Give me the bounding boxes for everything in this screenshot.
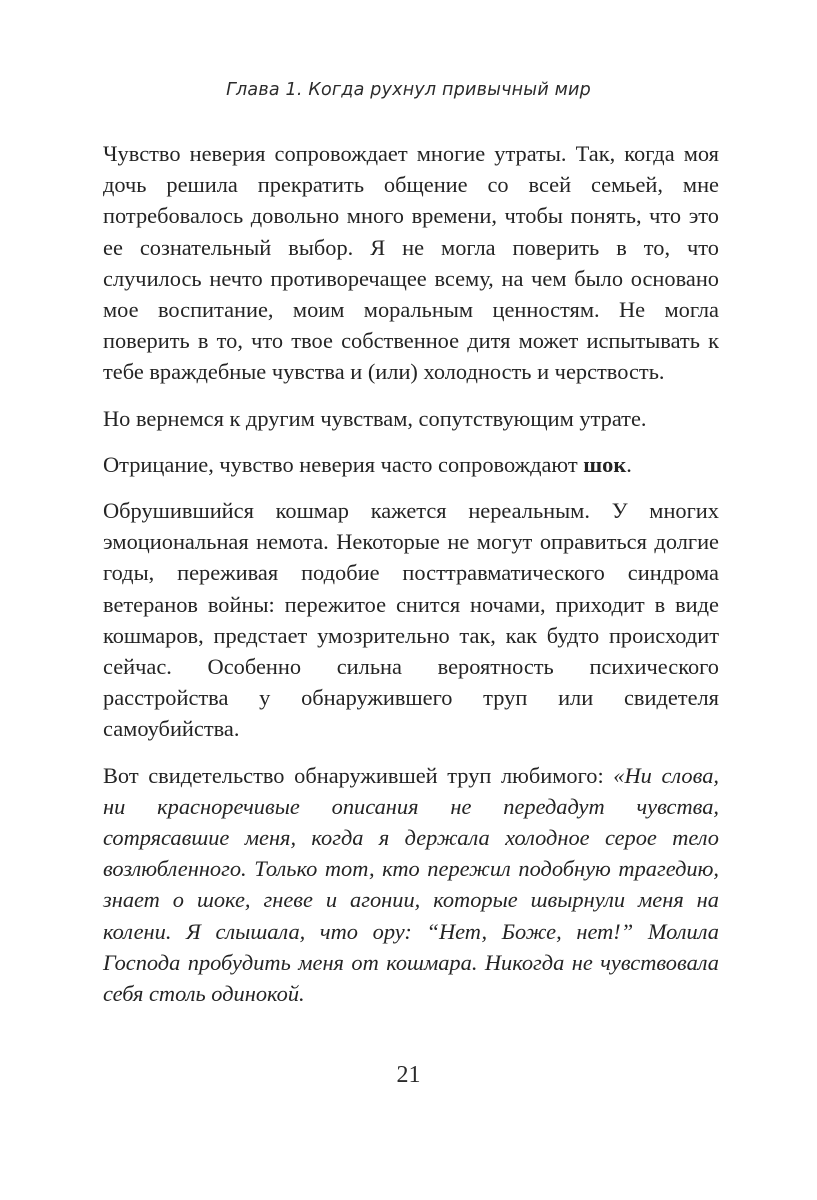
body-text-block <box>103 138 719 1009</box>
emphasis-shock: шок <box>583 451 627 477</box>
paragraph-4: Обрушившийся кошмар кажется нереальным. У многих эмоциональная немота. Некоторые не могут оправиться долгие годы, переживая подобие посттравматического синдрома ветеранов войны: пережитое снится ночами, приходит в виде кошмаров, предстает умозрительно так, как будто происходит сейчас. Особенно сильна вероятность психического расстройства у обнаружившего труп или свидетеля самоубийства. <box>103 498 719 742</box>
paragraph-3-trail-text: . <box>626 451 632 477</box>
running-head: Глава 1. Когда рухнул привычный мир <box>226 80 591 100</box>
paragraph-3 <box>103 449 719 480</box>
paragraph-5 <box>103 760 719 1010</box>
page-number: 21 <box>396 1062 421 1088</box>
paragraph-2: Но вернемся к другим чувствам, сопутствующим утрате. <box>103 405 647 431</box>
paragraph-1: Чувство неверия сопровождает многие утраты. Так, когда моя дочь решила прекратить общение со всей семьей, мне потребовалось довольно много времени, чтобы понять, что это ее сознательный выбор. Я не могла поверить в то, что случилось нечто противоречащее всему, на чем было основано мое воспитание, моим моральным ценностям. Не могла поверить в то, что твое собственное дитя может испытывать к тебе враждебные чувства и (или) холодность и черствость. <box>103 141 719 385</box>
paragraph-5-lead-text: Вот свидетельство обнаружившей труп любимого: <box>103 762 614 788</box>
testimony-quote: «Ни слова, ни красноречивые описания не передадут чувства, сотрясавшие меня, когда я держала холодное серое тело возлюбленного. Только тот, кто пережил подобную трагедию, знает о шоке, гневе и агонии, которые швырнули меня на колени. Я слышала, что ору: “Нет, Боже, нет!” Молила Господа пробудить меня от кошмара. Никогда не чувствовала себя столь одинокой. <box>103 762 719 1007</box>
paragraph-3-lead-text: Отрицание, чувство неверия часто сопровождают <box>103 451 584 477</box>
